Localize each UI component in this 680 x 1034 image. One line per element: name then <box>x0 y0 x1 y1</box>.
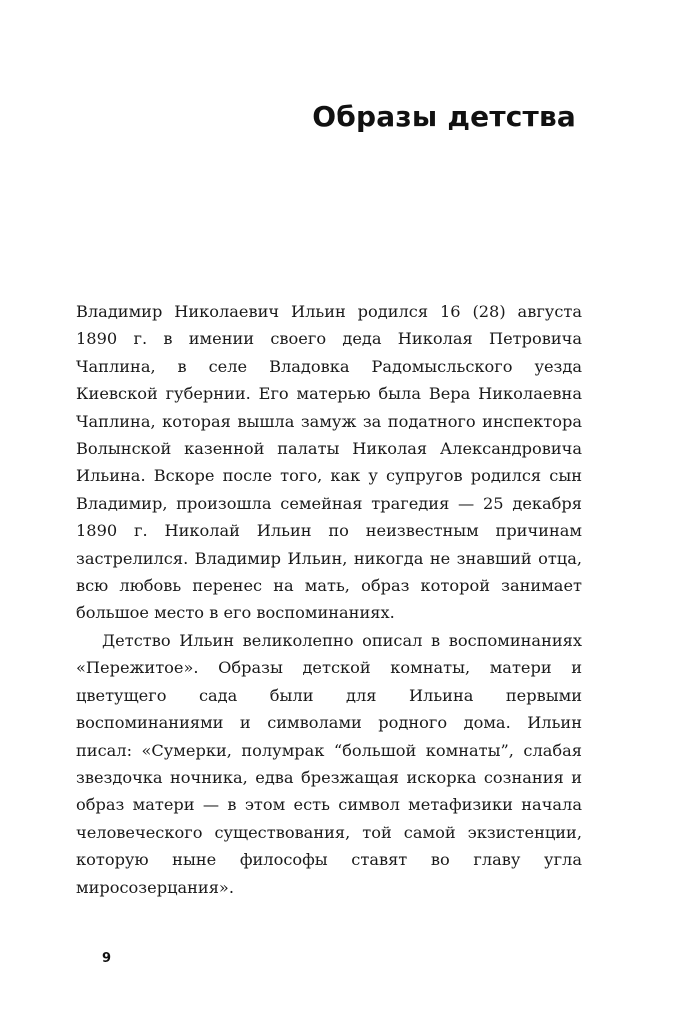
body-text <box>76 298 582 901</box>
paragraph-1: Владимир Николаевич Ильин родился 16 (28) августа 1890 г. в имении своего деда Николая Петровича Чаплина, в селе Владовка Радомысльского уезда Киевской губернии. Его матерью была Вера Николаевна Чаплина, которая вышла замуж за податного инспектора Волынской казенной палаты Николая Александровича Ильина. Вскоре после того, как у супругов родился сын Владимир, произошла семейная трагедия — 25 декабря 1890 г. Николай Ильин по неизвестным причинам застрелился. Владимир Ильин, никогда не знавший отца, всю любовь перенес на мать, образ которой занимает большое место в его воспоминаниях. <box>76 302 582 623</box>
paragraph-2: Детство Ильин великолепно описал в воспоминаниях «Пережитое». Образы детской комнаты, матери и цветущего сада были для Ильина первыми воспоминаниями и символами родного дома. Ильин писал: «Сумерки, полумрак “большой комнаты”, слабая звездочка ночника, едва брезжащая искорка сознания и образ матери — в этом есть символ метафизики начала человеческого существования, той самой экзистенции, которую ныне философы ставят во главу угла миросозерцания». <box>76 630 582 897</box>
chapter-title: Образы детства <box>312 100 576 133</box>
page-number: 9 <box>102 951 112 966</box>
